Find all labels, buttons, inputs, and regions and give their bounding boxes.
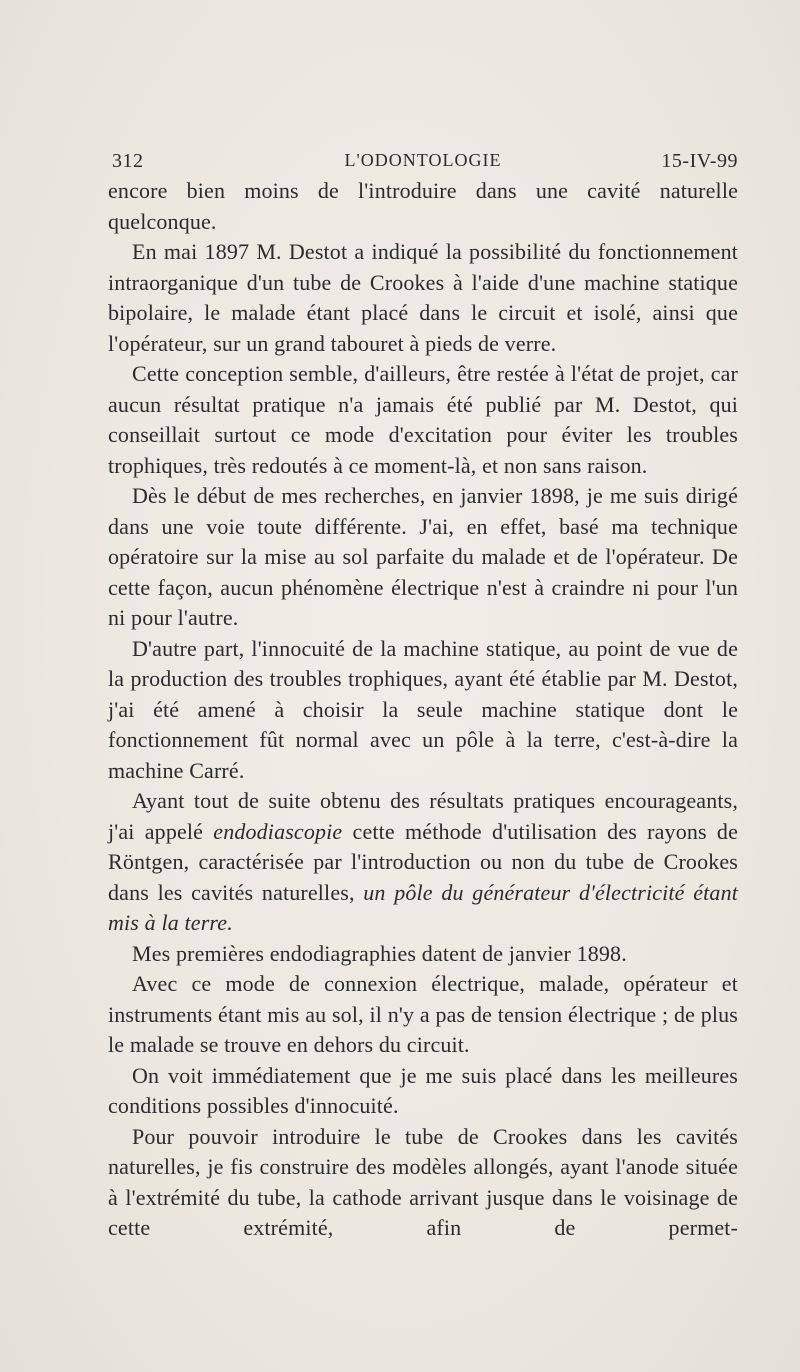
page-number: 312 — [112, 150, 144, 172]
body-text — [108, 176, 738, 1244]
paragraph-destot-proposal: En mai 1897 M. Destot a indiqué la possibilité du fonctionnement intraorganique d'un tube de Crookes à l'aide d'une machine statique bipolaire, le malade étant placé dans le circuit et isolé, ainsi que l'opérateur, sur un grand tabouret à pieds de verre. — [108, 239, 738, 356]
book-page — [108, 142, 738, 1244]
paragraph-text: Ayant tout de suite obtenu des résultats pratiques encourageants, j'ai appelé — [108, 788, 738, 844]
paragraph-crookes-tube: Pour pouvoir introduire le tube de Crookes dans les cavités naturelles, je fis construire des modèles allongés, ayant l'anode située à l'extrémité du tube, la cathode arrivant jusque dans le voisinage de cette extrémité, afin de permet- — [108, 1123, 738, 1240]
emphasized-phrase: un pôle du générateur d'électricité étant mis à la terre. — [108, 879, 738, 935]
paragraph-static-machine: D'autre part, l'innocuité de la machine statique, au point de vue de la production des troubles trophiques, ayant été établie par M. Destot, j'ai été amené à choisir la seule machine statique dont le fonctionnement fût normal avec un pôle à la terre, c'est-à-dire la machine Carré. — [108, 635, 738, 783]
emphasized-term: endodiascopie — [213, 818, 343, 844]
issue-date: 15-IV-99 — [661, 150, 738, 172]
paragraph-own-research: Dès le début de mes recherches, en janvier 1898, je me suis dirigé dans une voie toute différente. J'ai, en effet, basé ma technique opératoire sur la mise au sol parfaite du malade et de l'opérateur. De cette façon, aucun phénomène électrique n'est à craindre ni pour l'un ni pour l'autre. — [108, 483, 738, 630]
paragraph-conception: Cette conception semble, d'ailleurs, être restée à l'état de projet, car aucun résultat pratique n'a jamais été publié par M. Destot, qui conseillait surtout ce mode d'excitation pour éviter les troubles trophiques, très redoutés à ce moment-là, et non sans raison. — [108, 361, 738, 478]
paragraph-endodiascopie — [108, 786, 738, 939]
journal-title: L'ODONTOLOGIE — [344, 150, 502, 170]
running-head — [108, 142, 738, 176]
paragraph-first-endodiagraphies: Mes premières endodiagraphies datent de janvier 1898. — [132, 940, 627, 966]
paragraph-innocuity: On voit immédiatement que je me suis placé dans les meilleures conditions possibles d'innocuité. — [108, 1062, 738, 1118]
paragraph-connection-mode: Avec ce mode de connexion électrique, malade, opérateur et instruments étant mis au sol, il n'y a pas de tension électrique ; de plus le malade se trouve en dehors du circuit. — [108, 971, 738, 1057]
paragraph-text: cette méthode d'utilisation des rayons de Röntgen, caractérisée par l'introduction ou non du tube de Crookes dans les cavités naturelles, — [108, 818, 738, 905]
paragraph-continuation: encore bien moins de l'introduire dans une cavité naturelle quelconque. — [108, 178, 738, 234]
